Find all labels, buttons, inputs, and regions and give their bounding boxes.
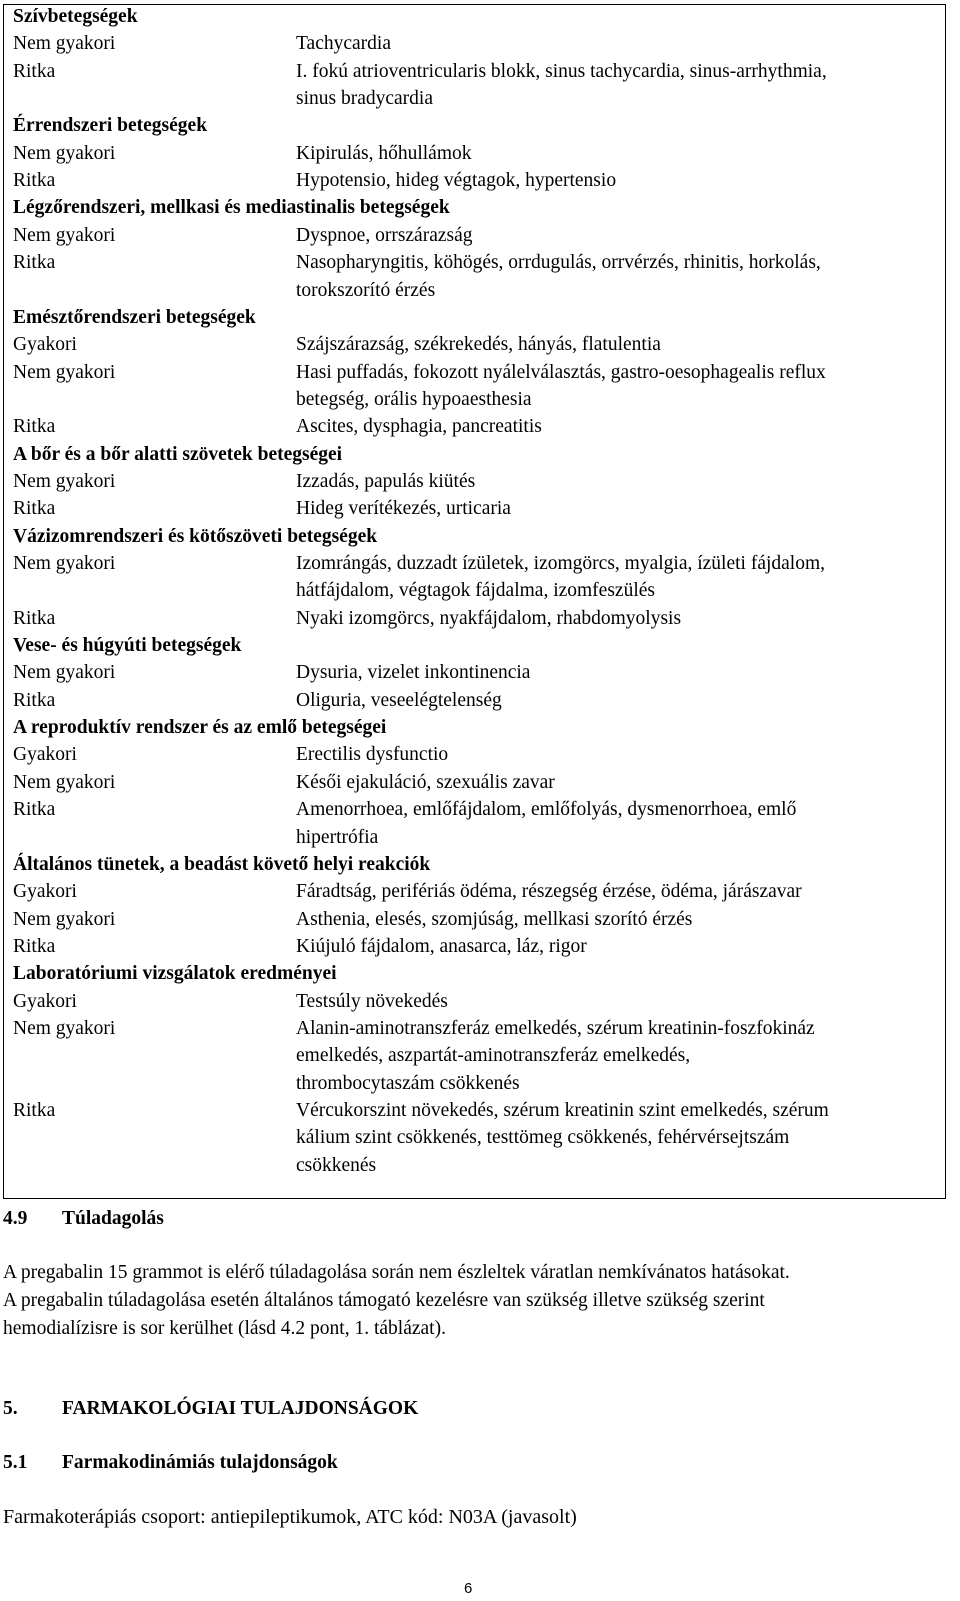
frequency-label: Ritka [13,60,56,82]
reaction-description: Késői ejakuláció, szexuális zavar [296,771,555,793]
reaction-description: Nyaki izomgörcs, nyakfájdalom, rhabdomyolysis [296,607,682,629]
category-heading: Általános tünetek, a beadást követő helyi reakciók [13,853,431,875]
category-heading: A reproduktív rendszer és az emlő betegségei [13,717,387,739]
frequency-label: Ritka [13,498,56,520]
reaction-description: thrombocytaszám csökkenés [296,1072,520,1094]
reaction-description: Izomrángás, duzzadt ízületek, izomgörcs, myalgia, ízületi fájdalom, [296,553,826,574]
category-heading: Légzőrendszeri, mellkasi és mediastinalis betegségek [13,197,450,219]
reaction-description: Oliguria, veseelégtelenség [296,689,502,711]
frequency-label: Nem gyakori [13,470,116,492]
reaction-description: betegség, orális hypoaesthesia [296,388,532,410]
category-heading: A bőr és a bőr alatti szövetek betegségei [13,443,343,465]
category-heading: Vese- és húgyúti betegségek [13,635,242,657]
section-5-1-title: Farmakodinámiás tulajdonságok [62,1452,338,1473]
frequency-label: Gyakori [13,744,77,766]
reaction-description: Hasi puffadás, fokozott nyálelválasztás, gastro-oesophagealis reflux [296,361,826,383]
reaction-description: emelkedés, aszpartát-aminotranszferáz emelkedés, [296,1045,691,1067]
reaction-description: Nasopharyngitis, köhögés, orrdugulás, orrvérzés, rhinitis, horkolás, [296,252,821,274]
reaction-description: Szájszárazság, székrekedés, hányás, flatulentia [296,334,661,356]
frequency-label: Gyakori [13,334,77,356]
frequency-label: Nem gyakori [13,224,116,246]
reaction-description: kálium szint csökkenés, testtömeg csökkenés, fehérvérsejtszám [296,1127,790,1149]
reaction-description: torokszorító érzés [296,279,436,301]
frequency-label: Gyakori [13,881,77,903]
overdose-paragraph-line: A pregabalin túladagolása esetén általános támogató kezelésre van szükség illetve szükség szerint [3,1290,765,1311]
frequency-label: Nem gyakori [13,33,116,55]
category-heading: Vázizomrendszeri és kötőszöveti betegségek [13,525,378,547]
frequency-label: Nem gyakori [13,771,116,793]
frequency-label: Ritka [13,170,56,192]
frequency-label: Ritka [13,1100,56,1121]
frequency-label: Nem gyakori [13,553,116,574]
section-5-title: FARMAKOLÓGIAI TULAJDONSÁGOK [62,1398,419,1419]
reaction-description: Ascites, dysphagia, pancreatitis [296,416,542,438]
reaction-description: Dyspnoe, orrszárazság [296,224,473,246]
frequency-label: Nem gyakori [13,361,116,383]
page-number: 6 [464,1580,473,1597]
reaction-description: sinus bradycardia [296,88,433,110]
frequency-label: Ritka [13,689,56,711]
reaction-description: csökkenés [296,1154,377,1176]
overdose-paragraph-line: A pregabalin 15 grammot is elérő túladagolása során nem észleltek váratlan nemkívánatos hatásokat. [3,1262,790,1283]
reaction-description: Asthenia, elesés, szomjúság, mellkasi szorító érzés [296,908,693,930]
category-heading: Emésztőrendszeri betegségek [13,306,256,328]
reaction-description: Kiújuló fájdalom, anasarca, láz, rigor [296,935,587,957]
section-5-1-number: 5.1 [3,1452,28,1473]
section-4-9-number: 4.9 [3,1208,28,1229]
pharmacotherapeutic-group: Farmakoterápiás csoport: antiepileptikumok, ATC kód: N03A (javasolt) [3,1506,577,1528]
reaction-description: Hideg verítékezés, urticaria [296,498,511,520]
reaction-description: Izzadás, papulás kiütés [296,470,476,492]
reaction-description: hátfájdalom, végtagok fájdalma, izomfeszülés [296,580,655,602]
section-5-number: 5. [3,1398,18,1419]
reaction-description: Amenorrhoea, emlőfájdalom, emlőfolyás, dysmenorrhoea, emlő [296,799,797,821]
reaction-description: Vércukorszint növekedés, szérum kreatinin szint emelkedés, szérum [296,1100,829,1121]
category-heading: Laboratóriumi vizsgálatok eredményei [13,963,337,985]
reaction-description: hipertrófia [296,826,379,848]
section-4-9-title: Túladagolás [62,1208,164,1229]
reaction-description: Erectilis dysfunctio [296,744,449,766]
reaction-description: Testsúly növekedés [296,990,448,1012]
frequency-label: Ritka [13,416,56,438]
frequency-label: Ritka [13,607,56,629]
overdose-paragraph-line: hemodialízisre is sor kerülhet (lásd 4.2 pont, 1. táblázat). [3,1318,446,1339]
reaction-description: Fáradtság, perifériás ödéma, részegség érzése, ödéma, járászavar [296,881,802,903]
frequency-label: Ritka [13,935,56,957]
reaction-description: Dysuria, vizelet inkontinencia [296,662,531,684]
frequency-label: Gyakori [13,990,77,1012]
reaction-description: Tachycardia [296,33,391,55]
reaction-description: Kipirulás, hőhullámok [296,142,472,164]
frequency-label: Nem gyakori [13,142,116,164]
category-heading: Szívbetegségek [13,6,138,27]
frequency-label: Ritka [13,252,56,274]
reaction-description: I. fokú atrioventricularis blokk, sinus tachycardia, sinus-arrhythmia, [296,60,827,82]
reaction-description: Alanin-aminotranszferáz emelkedés, szérum kreatinin-foszfokináz [296,1017,815,1039]
reaction-description: Hypotensio, hideg végtagok, hypertensio [296,170,617,192]
frequency-label: Nem gyakori [13,1017,116,1039]
category-heading: Érrendszeri betegségek [13,115,208,137]
frequency-label: Ritka [13,799,56,821]
frequency-label: Nem gyakori [13,908,116,930]
frequency-label: Nem gyakori [13,662,116,684]
